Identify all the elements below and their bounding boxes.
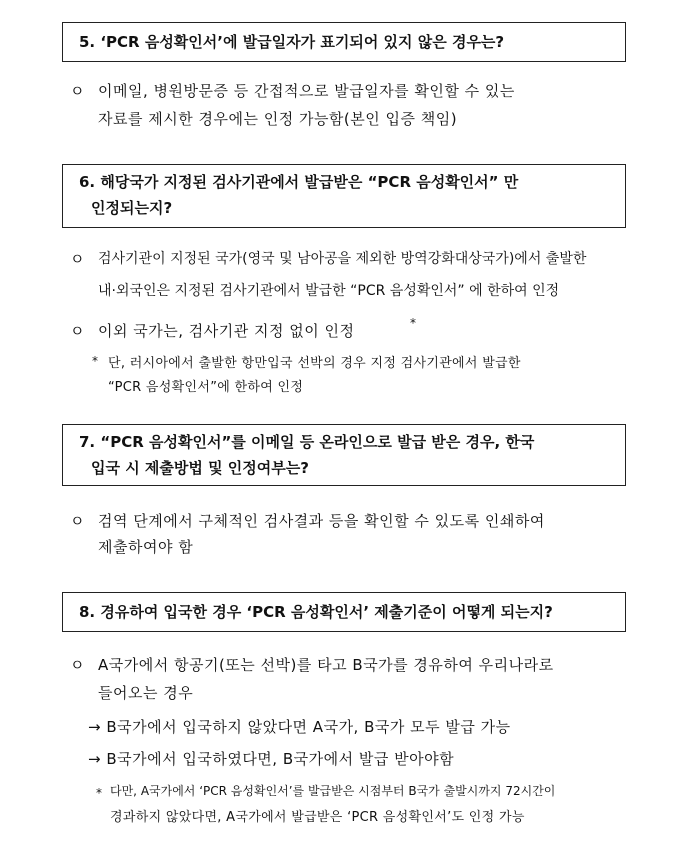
question-6-title-line-1: 6. 해당국가 지정된 검사기관에서 발급받은 “PCR 음성확인서” 만	[79, 173, 519, 191]
question-5-title: 5. ‘PCR 음성확인서’에 발급일자가 표기되어 있지 않은 경우는?	[79, 33, 505, 51]
answer-8-line-1: A국가에서 항공기(또는 선박)를 타고 B국가를 경유하여 우리나라로	[98, 656, 554, 674]
answer-7-line-1: 검역 단계에서 구체적인 검사결과 등을 확인할 수 있도록 인쇄하여	[98, 512, 545, 530]
bullet-icon: ㅇ	[70, 322, 85, 340]
answer-8-line-2: 들어오는 경우	[98, 684, 194, 702]
answer-8-note-line-2: 경과하지 않았다면, A국가에서 발급받은 ‘PCR 음성확인서’도 인정 가능	[110, 810, 525, 825]
answer-6-note-line-1: 단, 러시아에서 출발한 항만입국 선박의 경우 지정 검사기관에서 발급한	[108, 356, 521, 371]
answer-7-line-2: 제출하여야 함	[98, 538, 194, 556]
bullet-icon: ㅇ	[70, 512, 85, 530]
note-marker: *	[92, 354, 98, 368]
question-8-box	[62, 592, 626, 632]
footnote-marker: *	[410, 316, 416, 330]
answer-5-line-2: 자료를 제시한 경우에는 인정 가능함(본인 입증 책임)	[98, 110, 458, 128]
answer-5-line-1: 이메일, 병원방문증 등 간접적으로 발급일자를 확인할 수 있는	[98, 82, 515, 100]
question-6-box	[62, 164, 626, 228]
bullet-icon: ㅇ	[70, 656, 85, 674]
question-7-box	[62, 424, 626, 486]
question-8-title: 8. 경유하여 입국한 경우 ‘PCR 음성확인서’ 제출기준이 어떻게 되는지?	[79, 603, 553, 621]
question-6-title-line-2: 인정되는지?	[91, 199, 173, 217]
answer-6-note-line-2: “PCR 음성확인서”에 한하여 인정	[108, 380, 304, 395]
answer-6-item-1-line-1: 검사기관이 지정된 국가(영국 및 남아공을 제외한 방역강화대상국가)에서 출발한	[98, 251, 587, 267]
answer-8-arrow-2: → B국가에서 입국하였다면, B국가에서 발급 받아야함	[88, 750, 455, 768]
bullet-icon: ㅇ	[70, 250, 85, 268]
question-5-box	[62, 22, 626, 62]
bullet-icon: ㅇ	[70, 82, 85, 100]
question-7-title-line-1: 7. “PCR 음성확인서”를 이메일 등 온라인으로 발급 받은 경우, 한국	[79, 433, 535, 451]
answer-8-note-line-1: 다만, A국가에서 ‘PCR 음성확인서’를 발급받은 시점부터 B국가 출발시까지 72시간이	[110, 784, 556, 798]
note-marker: *	[96, 786, 102, 800]
answer-6-item-1-line-2: 내·외국인은 지정된 검사기관에서 발급한 “PCR 음성확인서” 에 한하여 인정	[98, 283, 560, 299]
answer-6-item-2: 이외 국가는, 검사기관 지정 없이 인정	[98, 322, 355, 340]
question-7-title-line-2: 입국 시 제출방법 및 인정여부는?	[91, 459, 309, 477]
answer-8-arrow-1: → B국가에서 입국하지 않았다면 A국가, B국가 모두 발급 가능	[88, 718, 511, 736]
